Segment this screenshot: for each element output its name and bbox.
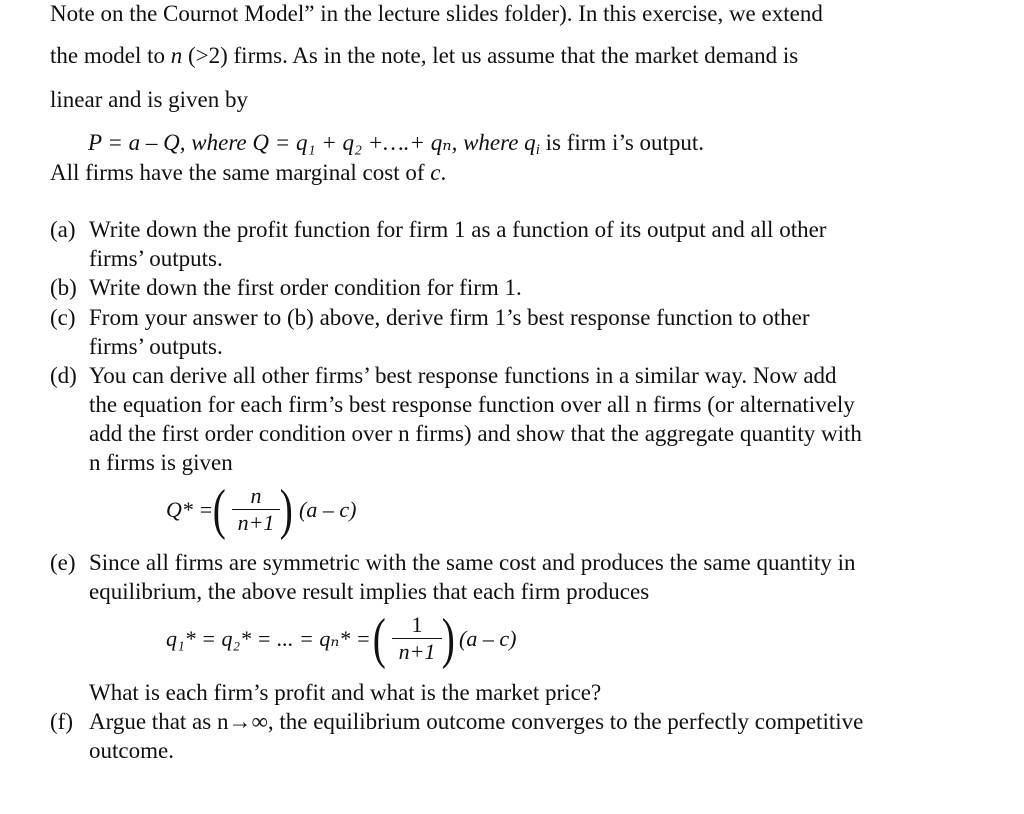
- equation-aggregate-fraction: [232, 484, 280, 535]
- cost-b: .: [440, 160, 447, 185]
- demand-lhs: P: [88, 130, 102, 155]
- cost-line: [50, 159, 446, 187]
- question-a-line-1: Write down the profit function for firm 1 as a function of its output and all other: [89, 217, 827, 242]
- cost-c: c: [430, 160, 441, 185]
- equation-aggregate-left-paren: (: [212, 479, 226, 541]
- equation-firm-rhs: (a – c): [459, 626, 517, 651]
- equation-firm-fraction: [392, 613, 442, 664]
- cost-a: All firms have the same marginal cost of: [50, 160, 431, 185]
- intro-line-1: Note on the Cournot Model” in the lecture slides folder). In this exercise, we extend: [50, 1, 823, 26]
- demand-mid: = a – Q, where Q = q₁ + q₂ +….+ qₙ, where q: [101, 130, 536, 155]
- equation-firm-lhs: q₁* = q₂* = ... = qₙ* =: [166, 626, 371, 651]
- question-c-line-1: From your answer to (b) above, derive firm 1’s best response function to other: [89, 305, 810, 330]
- equation-aggregate-denominator: n+1: [237, 510, 275, 535]
- equation-aggregate-rhs: (a – c): [299, 497, 357, 522]
- question-e-followup: What is each firm’s profit and what is the market price?: [89, 680, 602, 705]
- intro-line-2: [50, 42, 798, 70]
- equation-firm-denominator: n+1: [398, 639, 436, 664]
- question-d-line-1: You can derive all other firms’ best response functions in a similar way. Now add: [89, 363, 837, 388]
- intro-n: n: [170, 43, 183, 68]
- question-a-label: (a): [50, 217, 76, 242]
- equation-firm-left-paren: (: [372, 608, 386, 670]
- question-e-line-1: Since all firms are symmetric with the same cost and produces the same quantity in: [89, 550, 856, 575]
- equation-aggregate-lhs: Q* =: [166, 497, 214, 522]
- question-d-label: (d): [50, 363, 77, 388]
- question-b-label: (b): [50, 275, 77, 300]
- question-c-line-2: firms’ outputs.: [89, 334, 223, 359]
- question-c-label: (c): [50, 305, 76, 330]
- question-f-label: (f): [50, 709, 73, 734]
- intro-line-3: linear and is given by: [50, 87, 249, 112]
- question-f-line-2: outcome.: [89, 738, 174, 763]
- question-e-line-2: equilibrium, the above result implies that each firm produces: [89, 579, 650, 604]
- demand-subscript-i: i: [535, 142, 540, 158]
- question-e-label: (e): [50, 550, 76, 575]
- question-d-line-3: add the first order condition over n firms) and show that the aggregate quantity with: [89, 421, 862, 446]
- intro-line-2a: the model to: [50, 43, 171, 68]
- equation-firm-right-paren: ): [441, 608, 455, 670]
- question-f-line-1: Argue that as n→∞, the equilibrium outcome converges to the perfectly competitive: [89, 709, 864, 734]
- equation-aggregate-right-paren: ): [279, 479, 293, 541]
- intro-line-2b: (>2) firms. As in the note, let us assume that the market demand is: [182, 43, 799, 68]
- question-d-line-2: the equation for each firm’s best response function over all n firms (or alternatively: [89, 392, 855, 417]
- question-b-line-1: Write down the first order condition for firm 1.: [89, 275, 522, 300]
- question-a-line-2: firms’ outputs.: [89, 246, 223, 271]
- demand-rest: is firm i’s output.: [539, 130, 705, 155]
- equation-firm-numerator: 1: [411, 612, 423, 637]
- equation-aggregate-numerator: n: [250, 483, 262, 508]
- question-d-line-4: n firms is given: [89, 450, 233, 475]
